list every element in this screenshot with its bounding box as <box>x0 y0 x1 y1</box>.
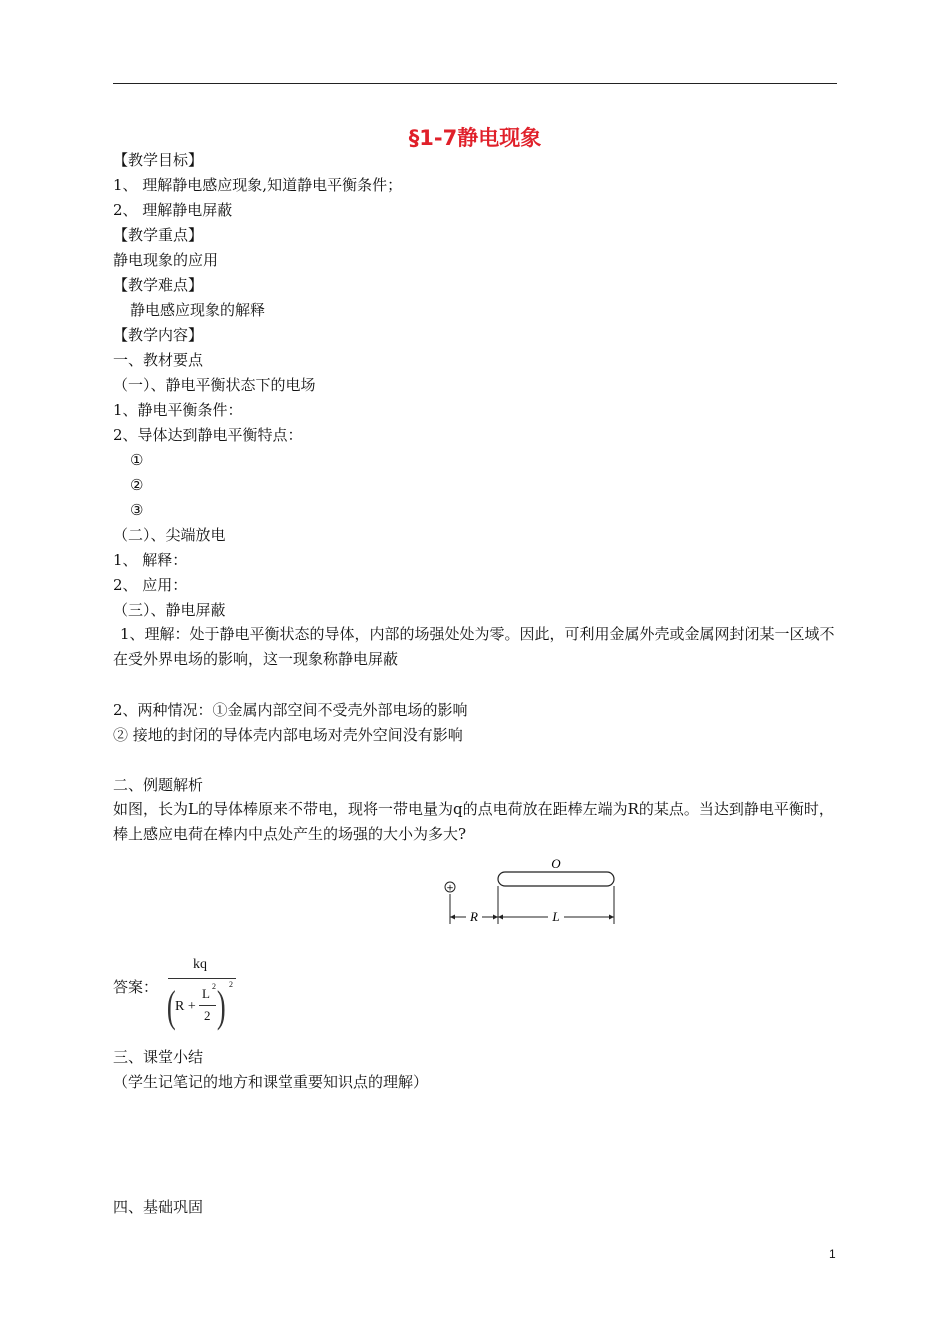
section-heading-key-points: 【教学重点】 <box>113 226 204 244</box>
objective-item: 1、 理解静电感应现象,知道静电平衡条件； <box>113 176 403 194</box>
formula-outer-exponent: 2 <box>229 980 233 989</box>
key-point-text: 静电现象的应用 <box>113 251 219 269</box>
left-paren: ( <box>166 982 176 1031</box>
difficulty-text: 静电感应现象的解释 <box>130 301 266 319</box>
notes-instruction: （学生记笔记的地方和课堂重要知识点的理解） <box>113 1073 429 1091</box>
section-heading-difficulties: 【教学难点】 <box>113 276 204 294</box>
content-line: 1、 解释： <box>113 551 188 569</box>
charge-symbol: + <box>446 883 454 894</box>
subsection-heading: （一）、静电平衡状态下的电场 <box>113 376 316 394</box>
label-o: O <box>551 856 561 871</box>
example-problem: 如图，长为L的导体棒原来不带电，现将一带电量为q的点电荷放在距棒左端为R的某点。当达到静电平衡时，棒上感应电荷在棒内中点处产生的场强的大小为多大? <box>113 800 834 843</box>
label-r: R <box>470 909 478 924</box>
content-line: 1、静电平衡条件： <box>113 401 243 419</box>
formula-l-exponent: 2 <box>212 982 216 991</box>
answer-formula <box>160 953 240 1033</box>
list-marker: ③ <box>130 501 144 519</box>
content-heading: 四、基础巩固 <box>113 1198 204 1216</box>
right-paren: ) <box>216 982 226 1031</box>
rod-charge-figure <box>438 852 618 932</box>
fraction-bar <box>168 978 236 979</box>
header-rule <box>113 83 837 84</box>
subsection-heading: （三）、静电屏蔽 <box>113 601 226 619</box>
objective-item: 2、 理解静电屏蔽 <box>113 201 233 219</box>
formula-r-term: R + <box>175 999 196 1014</box>
label-l: L <box>552 909 560 924</box>
content-line: 2、 应用： <box>113 576 188 594</box>
page-number: 1 <box>829 1247 836 1261</box>
shielding-explanation: 1、理解：处于静电平衡状态的导体，内部的场强处处为零。因此，可利用金属外壳或金属网封闭某一区域不在受外界电场的影响，这一现象称静电屏蔽 <box>113 625 835 668</box>
page-title: §1-7静电现象 <box>408 126 542 150</box>
formula-l-term: L <box>202 986 210 1001</box>
conductor-rod <box>498 872 614 886</box>
content-heading: 一、教材要点 <box>113 351 204 369</box>
content-line: 2、导体达到静电平衡特点： <box>113 426 303 444</box>
answer-label: 答案： <box>113 978 159 996</box>
content-line: ② 接地的封闭的导体壳内部电场对壳外空间没有影响 <box>113 726 463 744</box>
list-marker: ① <box>130 451 144 469</box>
content-heading: 二、例题解析 <box>113 776 204 794</box>
list-marker: ② <box>130 476 144 494</box>
content-line: 2、两种情况：①金属内部空间不受壳外部电场的影响 <box>113 701 468 719</box>
formula-denominator: 2 <box>204 1008 211 1023</box>
content-heading: 三、课堂小结 <box>113 1048 204 1066</box>
formula-numerator: kq <box>193 957 207 972</box>
section-heading-content: 【教学内容】 <box>113 326 204 344</box>
inner-fraction-bar <box>199 1005 216 1006</box>
section-heading-objectives: 【教学目标】 <box>113 151 204 169</box>
subsection-heading: （二）、尖端放电 <box>113 526 226 544</box>
